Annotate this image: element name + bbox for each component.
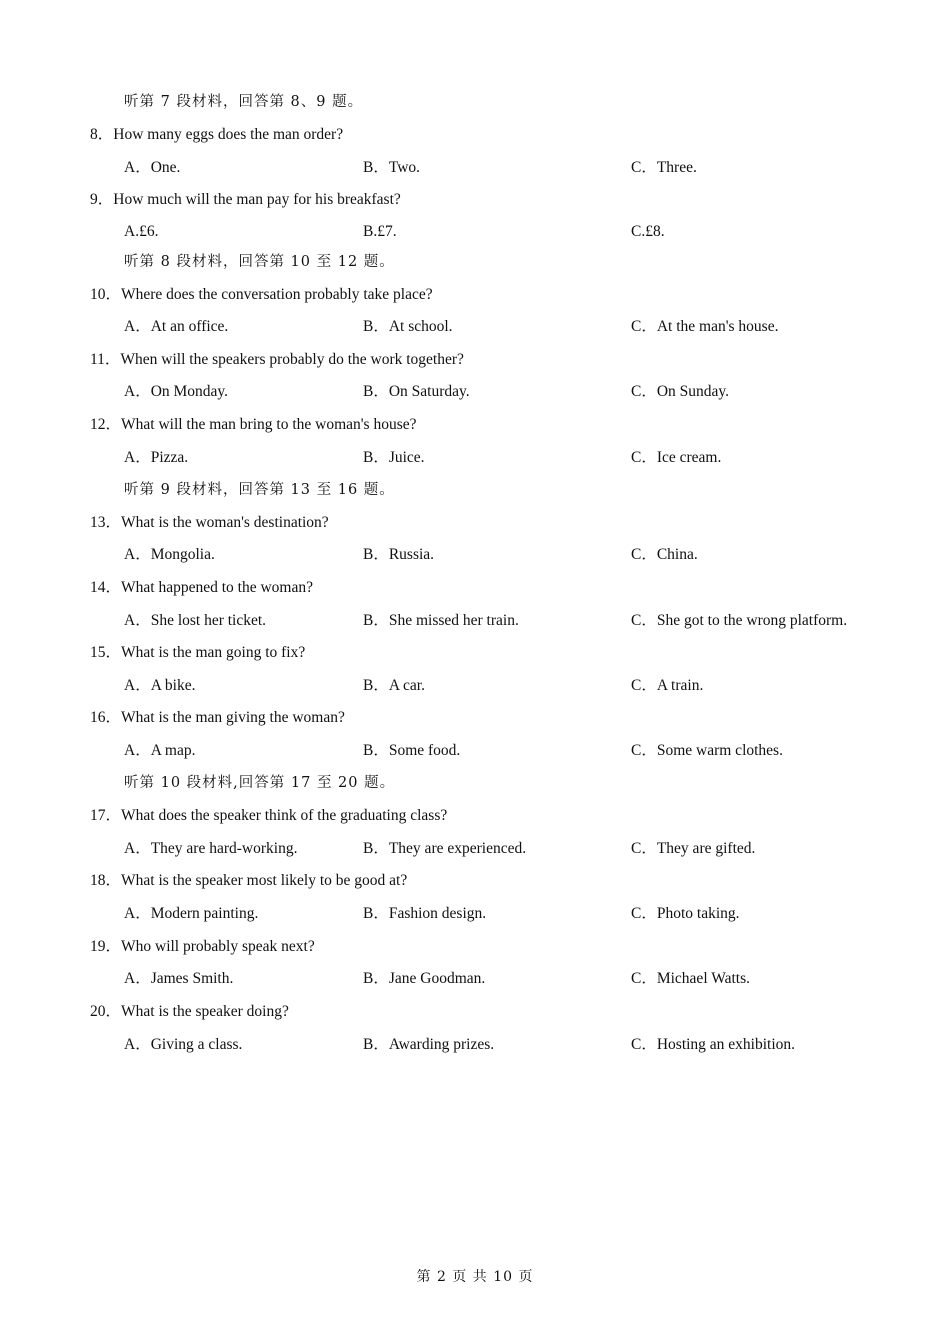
option-b[interactable]: B.£7. (363, 223, 397, 240)
option-c[interactable]: C．They are gifted. (631, 840, 756, 857)
option-b[interactable]: B．At school. (363, 318, 453, 335)
question-stem: 13．What is the woman's destination? (90, 514, 329, 531)
question-stem: 12．What will the man bring to the woman's house? (90, 416, 417, 433)
option-a[interactable]: A．At an office. (124, 318, 229, 335)
option-b[interactable]: B．She missed her train. (363, 612, 519, 629)
option-b[interactable]: B．They are experienced. (363, 840, 527, 857)
option-b[interactable]: B．Russia. (363, 546, 435, 563)
question-stem: 16．What is the man giving the woman? (90, 709, 345, 726)
option-a[interactable]: A．On Monday. (124, 383, 229, 400)
question-stem: 14．What happened to the woman? (90, 579, 313, 596)
option-b[interactable]: B．Fashion design. (363, 905, 487, 922)
page-footer: 第 2 页 共 10 页 (416, 1269, 534, 1285)
section-instruction: 听第 10 段材料,回答第 17 至 20 题。 (124, 775, 396, 791)
option-b[interactable]: B．Two. (363, 159, 421, 176)
option-b[interactable]: B．On Saturday. (363, 383, 470, 400)
question-stem: 17．What does the speaker think of the graduating class? (90, 807, 448, 824)
question-stem: 10．Where does the conversation probably take place? (90, 286, 433, 303)
option-a[interactable]: A．Pizza. (124, 449, 189, 466)
option-c[interactable]: C．Michael Watts. (631, 970, 751, 987)
option-c[interactable]: C．Three. (631, 159, 697, 176)
option-c[interactable]: C．At the man's house. (631, 318, 779, 335)
option-a[interactable]: A．One. (124, 159, 181, 176)
option-b[interactable]: B．Juice. (363, 449, 425, 466)
question-stem: 15．What is the man going to fix? (90, 644, 306, 661)
option-a[interactable]: A．A bike. (124, 677, 196, 694)
option-b[interactable]: B．Jane Goodman. (363, 970, 486, 987)
option-b[interactable]: B．A car. (363, 677, 425, 694)
option-c[interactable]: C．China. (631, 546, 698, 563)
option-c[interactable]: C.£8. (631, 223, 665, 240)
option-a[interactable]: A．She lost her ticket. (124, 612, 267, 629)
option-a[interactable]: A．Giving a class. (124, 1036, 243, 1053)
option-c[interactable]: C．Hosting an exhibition. (631, 1036, 796, 1053)
question-stem: 8．How many eggs does the man order? (90, 126, 344, 143)
option-b[interactable]: B．Some food. (363, 742, 461, 759)
option-c[interactable]: C．On Sunday. (631, 383, 730, 400)
option-a[interactable]: A．Mongolia. (124, 546, 215, 563)
question-stem: 19．Who will probably speak next? (90, 938, 315, 955)
section-instruction: 听第 7 段材料，回答第 8、9 题。 (124, 94, 364, 110)
option-a[interactable]: A.£6. (124, 223, 159, 240)
option-c[interactable]: C．A train. (631, 677, 704, 694)
section-instruction: 听第 8 段材料，回答第 10 至 12 题。 (124, 254, 395, 270)
option-c[interactable]: C．Photo taking. (631, 905, 740, 922)
option-b[interactable]: B．Awarding prizes. (363, 1036, 495, 1053)
section-instruction: 听第 9 段材料，回答第 13 至 16 题。 (124, 482, 395, 498)
option-c[interactable]: C．Ice cream. (631, 449, 722, 466)
question-stem: 20．What is the speaker doing? (90, 1003, 289, 1020)
option-a[interactable]: A．Modern painting. (124, 905, 259, 922)
question-stem: 9．How much will the man pay for his breakfast? (90, 191, 401, 208)
option-c[interactable]: C．Some warm clothes. (631, 742, 783, 759)
question-stem: 18．What is the speaker most likely to be good at? (90, 872, 408, 889)
question-stem: 11．When will the speakers probably do the work together? (90, 351, 464, 368)
option-a[interactable]: A．James Smith. (124, 970, 234, 987)
option-a[interactable]: A．A map. (124, 742, 196, 759)
option-c[interactable]: C．She got to the wrong platform. (631, 612, 848, 629)
option-a[interactable]: A．They are hard-working. (124, 840, 298, 857)
